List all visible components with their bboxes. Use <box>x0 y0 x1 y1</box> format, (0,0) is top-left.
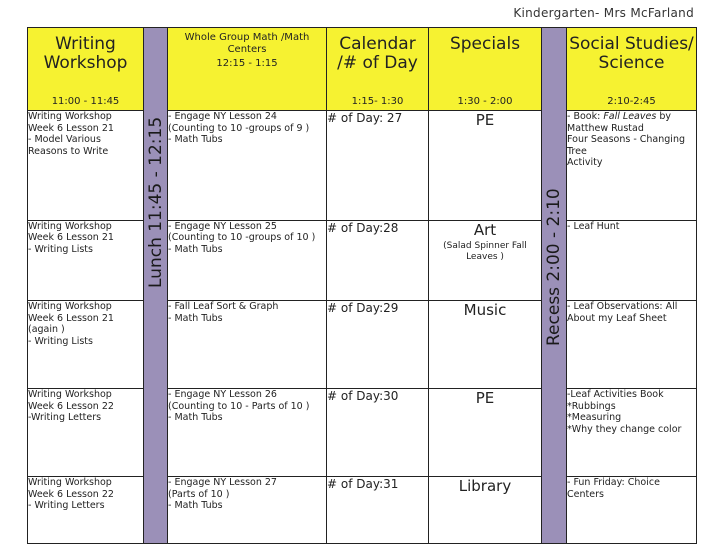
cell-line: *Rubbings <box>567 400 616 412</box>
schedule-row <box>28 111 697 221</box>
book-title: Fall Leaves <box>603 111 657 122</box>
special-name: Music <box>463 301 507 320</box>
recess-band <box>542 28 567 544</box>
cell-line: Writing Workshop <box>28 301 112 313</box>
cell-line: - Writing Lists <box>28 335 93 347</box>
writing-cell <box>28 111 144 221</box>
cell-line: Week 6 Lesson 22 <box>28 488 114 500</box>
calendar-cell: # of Day:28 <box>327 220 429 301</box>
header-time: 2:10-2:45 <box>607 96 656 107</box>
header-title: Specials <box>449 34 521 54</box>
header-specials <box>429 28 542 111</box>
cell-line: Writing Workshop <box>28 477 112 489</box>
cell-line: About my Leaf Sheet <box>567 312 667 324</box>
math-cell <box>168 389 327 477</box>
cell-line: (Counting to 10 -groups of 10 ) <box>168 232 316 244</box>
specials-cell <box>429 389 542 477</box>
cell-line: Activity <box>567 157 603 168</box>
cell-line: - Engage NY Lesson 24 <box>168 111 277 122</box>
cell-line: Matthew Rustad <box>567 122 644 134</box>
cell-line: - Engage NY Lesson 26 <box>168 389 277 401</box>
cell-line: - Math Tubs <box>168 412 223 424</box>
weekly-schedule-table <box>27 27 697 544</box>
cell-line: - Leaf Observations: All <box>567 301 678 313</box>
special-name: PE <box>475 389 495 408</box>
specials-cell <box>429 111 542 221</box>
cell-line: Week 6 Lesson 21 <box>28 232 114 244</box>
cell-line: - Fall Leaf Sort & Graph <box>168 301 279 313</box>
special-name: Library <box>458 477 512 496</box>
page-caption: Kindergarten- Mrs McFarland <box>513 6 694 20</box>
header-title: Social Studies/ Science <box>569 34 694 73</box>
header-social-studies <box>567 28 697 111</box>
recess-label: Recess 2:00 - 2:10 <box>544 188 564 346</box>
lunch-band <box>144 28 168 544</box>
cell-line: Week 6 Lesson 22 <box>28 400 114 412</box>
calendar-cell: # of Day:30 <box>327 389 429 477</box>
cell-line: Writing Workshop <box>28 389 112 401</box>
cell-line: - Model Various <box>28 134 101 145</box>
math-cell <box>168 477 327 544</box>
schedule-row <box>28 220 697 301</box>
cell-line: - Math Tubs <box>168 312 223 324</box>
cell-line: - Engage NY Lesson 27 <box>168 477 277 489</box>
cell-line: Week 6 Lesson 21 <box>28 122 114 134</box>
cell-line: (Counting to 10 -groups of 9 ) <box>168 122 310 134</box>
schedule-row <box>28 301 697 389</box>
header-calendar <box>327 28 429 111</box>
cell-line: *Measuring <box>567 412 622 424</box>
cell-line: - Writing Letters <box>28 500 105 512</box>
writing-cell <box>28 220 144 301</box>
cell-line: (Counting to 10 - Parts of 10 ) <box>168 400 310 412</box>
schedule-row <box>28 477 697 544</box>
writing-cell <box>28 301 144 389</box>
header-title: Calendar /# of Day <box>337 34 418 73</box>
cell-line: Writing Workshop <box>28 111 112 122</box>
calendar-cell: # of Day: 27 <box>327 111 429 221</box>
social-cell <box>567 477 697 544</box>
book-by: by <box>659 111 671 122</box>
cell-line: - Math Tubs <box>168 500 223 512</box>
header-time: 12:15 - 1:15 <box>216 58 278 69</box>
writing-cell <box>28 477 144 544</box>
cell-line: - Engage NY Lesson 25 <box>168 220 277 232</box>
writing-cell <box>28 389 144 477</box>
cell-line: - Math Tubs <box>168 134 223 145</box>
header-time: 1:30 - 2:00 <box>457 96 513 107</box>
header-writing-workshop <box>28 28 144 111</box>
cell-line: - Leaf Hunt <box>567 220 620 232</box>
header-math <box>168 28 327 111</box>
cell-line: (Parts of 10 ) <box>168 488 230 500</box>
cell-line: -Leaf Activities Book <box>567 389 664 401</box>
book-prefix: - Book: <box>567 111 601 122</box>
cell-line: *Why they change color <box>567 423 682 435</box>
cell-line: - Fun Friday: Choice Centers <box>567 477 660 500</box>
header-title: Whole Group Math /Math Centers <box>184 32 310 55</box>
special-name: PE <box>475 111 495 129</box>
schedule-row <box>28 389 697 477</box>
calendar-cell: # of Day:29 <box>327 301 429 389</box>
cell-line: Four Seasons - Changing Tree <box>567 134 685 157</box>
cell-line: Week 6 Lesson 21 <box>28 312 114 324</box>
header-time: 1:15- 1:30 <box>351 96 404 107</box>
special-note: (Salad Spinner Fall Leaves ) <box>443 240 527 262</box>
math-cell <box>168 111 327 221</box>
header-row <box>28 28 697 111</box>
lunch-label: Lunch 11:45 - 12:15 <box>146 116 166 288</box>
math-cell <box>168 301 327 389</box>
header-title: Writing Workshop <box>43 34 128 73</box>
social-cell <box>567 301 697 389</box>
specials-cell <box>429 301 542 389</box>
calendar-cell: # of Day:31 <box>327 477 429 544</box>
specials-cell <box>429 477 542 544</box>
cell-line <box>567 111 696 123</box>
cell-line: Writing Workshop <box>28 220 112 232</box>
math-cell <box>168 220 327 301</box>
cell-line: -Writing Letters <box>28 412 102 424</box>
social-cell <box>567 389 697 477</box>
cell-line: - Writing Lists <box>28 243 93 255</box>
specials-cell <box>429 220 542 301</box>
social-cell <box>567 111 697 221</box>
cell-line: (again ) <box>28 324 65 336</box>
cell-line: Reasons to Write <box>28 145 109 157</box>
social-cell <box>567 220 697 301</box>
special-name: Art <box>473 220 497 239</box>
header-time: 11:00 - 11:45 <box>51 96 120 107</box>
cell-line: - Math Tubs <box>168 243 223 255</box>
